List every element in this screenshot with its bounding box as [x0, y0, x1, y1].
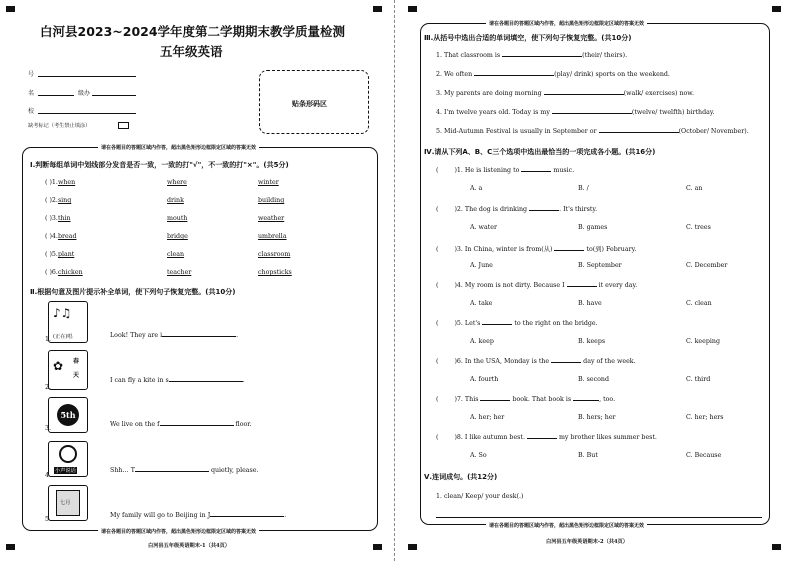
- class-label: 级办: [78, 90, 91, 97]
- absent-mark-box[interactable]: [118, 122, 129, 129]
- list-item: 2.: [45, 384, 52, 391]
- option-a[interactable]: A. keep: [470, 338, 494, 345]
- exam-number-field[interactable]: [38, 76, 136, 77]
- list-item: ( )4.bread: [45, 233, 77, 240]
- answer-blank[interactable]: [552, 113, 632, 114]
- option-c[interactable]: C. Because: [686, 452, 722, 459]
- question: ( )8. I like autumn best. my brother likes summer best.: [436, 434, 657, 441]
- word-option: mouth: [167, 215, 188, 222]
- word-option: chopsticks: [258, 269, 292, 276]
- answer-blank[interactable]: [527, 438, 557, 439]
- word-option: umbrella: [258, 233, 287, 240]
- word-option: weather: [258, 215, 285, 222]
- registration-mark: [6, 544, 15, 550]
- answer-line[interactable]: [436, 517, 762, 518]
- answer-blank[interactable]: [169, 381, 243, 382]
- option-c[interactable]: C. her; hers: [686, 414, 724, 421]
- word-option: where: [167, 179, 187, 186]
- option-c[interactable]: C. keeping: [686, 338, 720, 345]
- page-footer: 白河县五年级英语期末-2（共4页）: [546, 539, 628, 545]
- school-field[interactable]: [38, 113, 136, 114]
- answer-area-banner: 请在各题目的答题区域内作答，超出黑色矩形边框限定区域的答案无效: [486, 522, 647, 529]
- quiet-picture: [48, 441, 88, 477]
- section5-heading: Ⅴ.连词成句。(共12分): [424, 473, 498, 481]
- fill-sentence: My family will go to Beijing in J .: [110, 512, 287, 519]
- word-option: teacher: [167, 269, 192, 276]
- list-item: 3. My parents are doing morning (walk/ exercises) now.: [436, 90, 694, 97]
- registration-mark: [6, 6, 15, 12]
- question: ( )1. He is listening to music.: [436, 167, 575, 174]
- word-option: classroom: [258, 251, 291, 258]
- name-field[interactable]: [38, 95, 74, 96]
- option-c[interactable]: C. an: [686, 185, 703, 192]
- barcode-label: 贴条形码区: [292, 99, 327, 108]
- section1-heading: Ⅰ.判断每组单词中划线部分发音是否一致，一致的打"√"，不一致的打"×"。(共5分): [30, 161, 289, 169]
- list-item: 4.: [45, 472, 52, 479]
- question: ( )2. The dog is drinking . It's thirsty.: [436, 206, 598, 213]
- option-c[interactable]: C. December: [686, 262, 728, 269]
- option-b[interactable]: B. But: [578, 452, 598, 459]
- list-item: 5.: [45, 516, 52, 523]
- registration-mark: [373, 6, 382, 12]
- list-item: 1. clean/ Keep/ your desk(.): [436, 493, 524, 500]
- answer-blank[interactable]: [480, 400, 510, 401]
- registration-mark: [772, 544, 781, 550]
- answer-blank[interactable]: [544, 94, 624, 95]
- list-item: 1. That classroom is (their/ theirs).: [436, 52, 628, 59]
- school-label: 校: [28, 108, 35, 115]
- exam-number-label: 号: [28, 71, 35, 78]
- exam-title: 白河县2023~2024学年度第二学期期末教学质量检测: [40, 24, 346, 39]
- answer-blank[interactable]: [474, 75, 554, 76]
- answer-blank[interactable]: [482, 324, 512, 325]
- question: ( )3. In China, winter is from(从) to(到) February.: [436, 246, 637, 253]
- list-item: 3.: [45, 425, 52, 432]
- list-item: 1.: [45, 336, 52, 343]
- calendar-icon: [56, 490, 80, 516]
- answer-blank[interactable]: [521, 171, 551, 172]
- word-option: bridge: [167, 233, 188, 240]
- floor-picture: [48, 397, 88, 433]
- question: ( )5. Let's to the right on the bridge.: [436, 320, 598, 327]
- fill-sentence: Look! They are i .: [110, 332, 239, 339]
- option-b[interactable]: B. games: [578, 224, 608, 231]
- registration-mark: [408, 544, 417, 550]
- option-c[interactable]: C. third: [686, 376, 711, 383]
- answer-blank[interactable]: [210, 516, 284, 517]
- word-option: drink: [167, 197, 184, 204]
- word-option: building: [258, 197, 285, 204]
- answer-frame-page2: [420, 23, 770, 525]
- page-footer: 白河县五年级英语期末-1（共4页）: [148, 543, 230, 549]
- music-note-icon: ♪♫: [53, 306, 72, 320]
- picture-caption: 七月: [60, 500, 71, 506]
- list-item: ( )2.sing: [45, 197, 72, 204]
- word-option: clean: [167, 251, 185, 258]
- answer-area-banner: 请在各题目的答题区域内作答，超出黑色矩形边框限定区域的答案无效: [486, 20, 647, 27]
- quiet-sign-icon: [59, 445, 77, 463]
- kite-icon: ✿: [53, 359, 64, 373]
- answer-blank[interactable]: [502, 56, 582, 57]
- calendar-picture: [48, 485, 88, 521]
- option-b[interactable]: B. September: [578, 262, 622, 269]
- floor-number-icon: 5th: [57, 404, 79, 426]
- page-divider: [394, 0, 395, 561]
- fill-sentence: Shh… T quietly, please.: [110, 467, 259, 474]
- barcode-area: [259, 70, 369, 134]
- word-option: winter: [258, 179, 279, 186]
- answer-blank[interactable]: [529, 210, 559, 211]
- option-b[interactable]: B. second: [578, 376, 609, 383]
- picture-caption: 春天: [73, 358, 80, 379]
- option-b[interactable]: B. /: [578, 185, 589, 192]
- picture-caption: (正在)唱: [53, 334, 73, 340]
- option-b[interactable]: B. have: [578, 300, 602, 307]
- option-a[interactable]: A. water: [470, 224, 497, 231]
- question: ( )4. My room is not dirty. Because I it every day.: [436, 282, 638, 289]
- registration-mark: [408, 6, 417, 12]
- name-label: 名: [28, 90, 35, 97]
- answer-area-banner: 请在各题目的答题区域内作答，超出黑色矩形边框限定区域的答案无效: [98, 528, 259, 535]
- section2-heading: Ⅱ.根据句意及图片提示补全单词，使下列句子恢复完整。(共10分): [30, 288, 236, 296]
- answer-blank[interactable]: [160, 425, 234, 426]
- class-field[interactable]: [92, 95, 136, 96]
- answer-blank[interactable]: [573, 400, 599, 401]
- question: ( )6. In the USA, Monday is the day of the week.: [436, 358, 636, 365]
- answer-blank[interactable]: [551, 362, 581, 363]
- registration-mark: [373, 544, 382, 550]
- list-item: ( )6.chicken: [45, 269, 83, 276]
- list-item: ( )1.when: [45, 179, 76, 186]
- fill-sentence: We live on the f floor.: [110, 421, 252, 428]
- registration-mark: [772, 6, 781, 12]
- answer-blank[interactable]: [599, 132, 679, 133]
- absent-mark-label: 缺考标记（考生禁止填涂）: [28, 123, 91, 129]
- spring-picture: [48, 350, 88, 390]
- singing-picture: [48, 301, 88, 343]
- option-b[interactable]: B. keeps: [578, 338, 606, 345]
- option-a[interactable]: A. So: [470, 452, 487, 459]
- list-item: 5. Mid-Autumn Festival is usually in September or (October/ November).: [436, 128, 749, 135]
- answer-area-banner: 请在各题目的答题区域内作答，超出黑色矩形边框限定区域的答案无效: [98, 144, 259, 151]
- option-a[interactable]: A. a: [470, 185, 483, 192]
- fill-sentence: I can fly a kite in s .: [110, 377, 245, 384]
- answer-blank[interactable]: [135, 471, 209, 472]
- list-item: 2. We often (play/ drink) sports on the weekend.: [436, 71, 670, 78]
- list-item: 4. I'm twelve years old. Today is my (twelve/ twelfth) birthday.: [436, 109, 715, 116]
- option-a[interactable]: A. June: [470, 262, 493, 269]
- answer-blank[interactable]: [554, 250, 584, 251]
- option-c[interactable]: C. clean: [686, 300, 712, 307]
- answer-blank[interactable]: [162, 336, 236, 337]
- section4-heading: Ⅳ.请从下列A、B、C三个选项中选出最恰当的一项完成各小题。(共16分): [424, 148, 656, 156]
- option-b[interactable]: B. hers; her: [578, 414, 616, 421]
- picture-caption: 小声说话: [55, 468, 76, 474]
- list-item: ( )5.plant: [45, 251, 75, 258]
- section3-heading: Ⅲ.从括号中选出合适的单词填空，使下列句子恢复完整。(共10分): [424, 34, 632, 42]
- option-a[interactable]: A. her; her: [470, 414, 505, 421]
- answer-blank[interactable]: [567, 286, 597, 287]
- option-a[interactable]: A. fourth: [470, 376, 499, 383]
- option-a[interactable]: A. take: [470, 300, 493, 307]
- question: ( )7. This book. That book is , too.: [436, 396, 616, 403]
- option-c[interactable]: C. trees: [686, 224, 711, 231]
- list-item: ( )3.thin: [45, 215, 71, 222]
- exam-subtitle: 五年级英语: [160, 44, 223, 59]
